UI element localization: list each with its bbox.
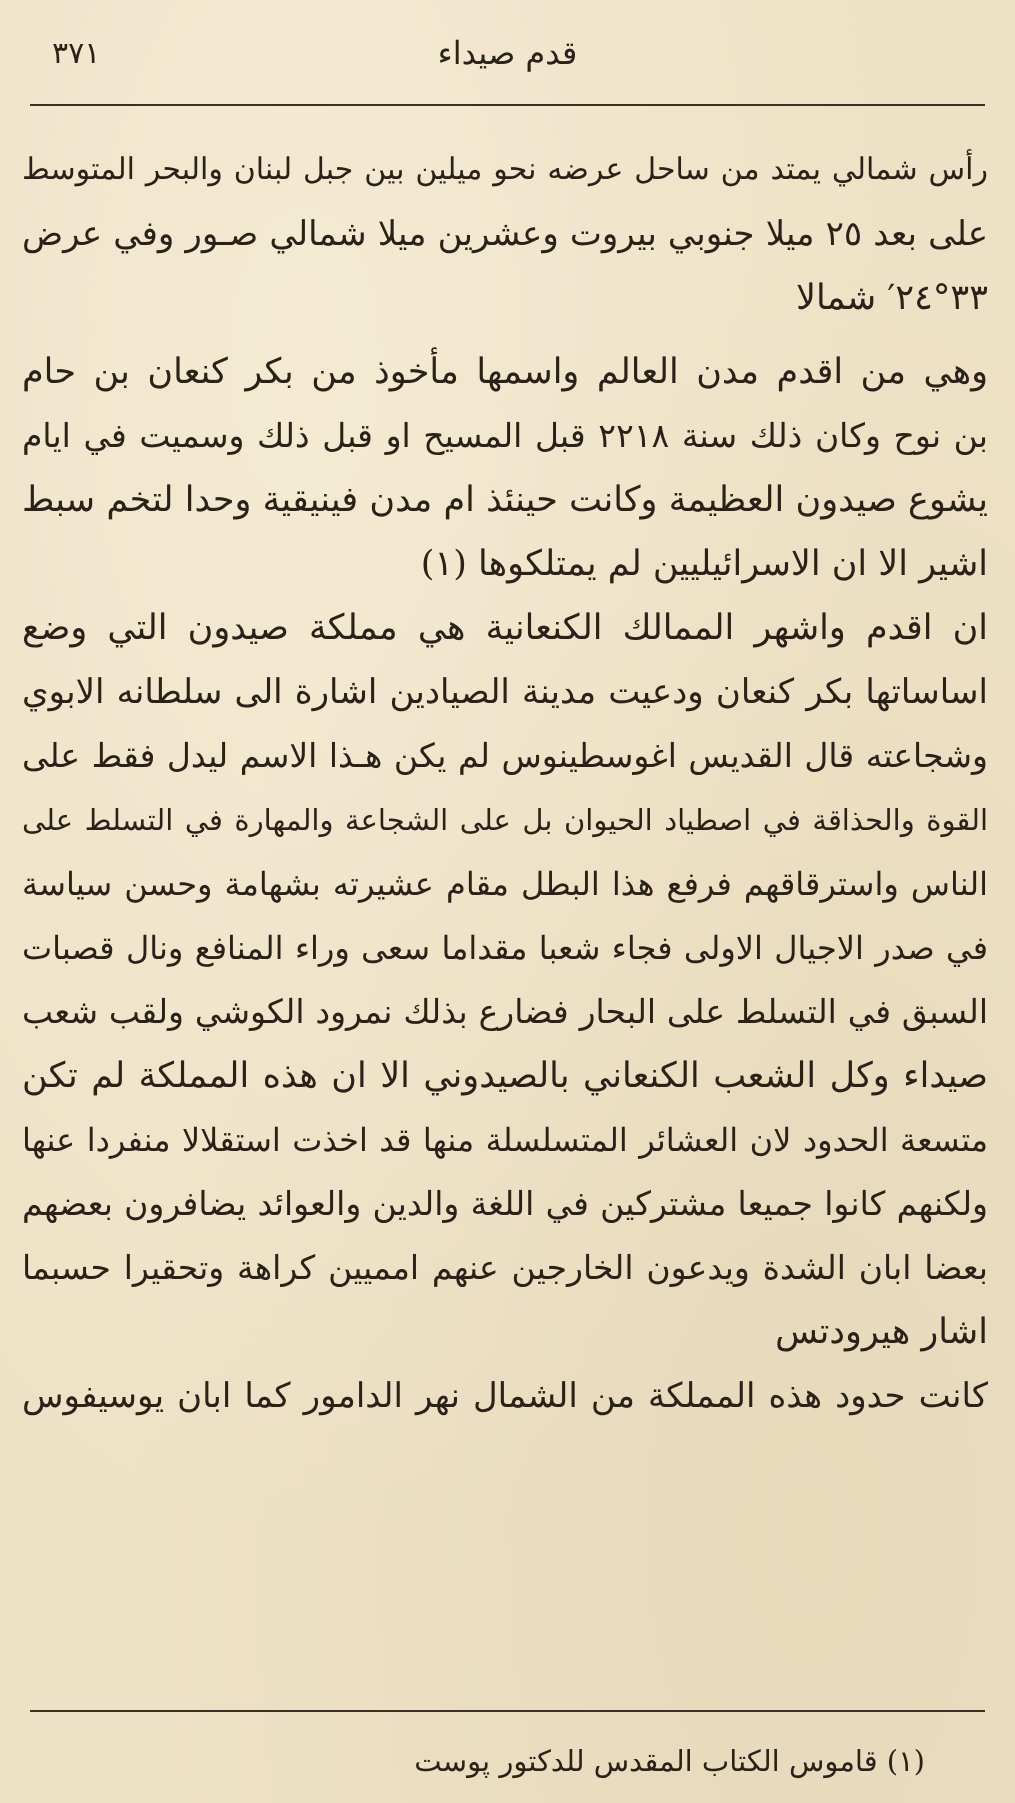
text-line: ولكنهم كانوا جميعا مشتركين في اللغة والدين والعوائد يضافرون بعضهم: [22, 1184, 988, 1223]
paragraph-gap: [22, 330, 988, 340]
text-line: بعضا ابان الشدة ويدعون الخارجين عنهم امميين كراهة وتحقيرا حسبما: [22, 1248, 988, 1287]
text-line: صيداء وكل الشعب الكنعاني بالصيدوني الا ان هذه المملكة لم تكن: [22, 1056, 988, 1096]
text-line: اشير الا ان الاسرائيليين لم يمتلكوها (١): [420, 544, 988, 584]
text-line: الناس واسترقاقهم فرفع هذا البطل مقام عشيرته بشهامة وحسن سياسة: [22, 865, 988, 903]
text-line: يشوع صيدون العظيمة وكانت حينئذ ام مدن فينيقية وحدا لتخم سبط: [22, 480, 988, 520]
text-line: اشار هيرودتس: [775, 1312, 988, 1352]
page-number: ٣٧١: [52, 36, 101, 71]
text-line: السبق في التسلط على البحار فضارع بذلك نمرود الكوشي ولقب شعب: [22, 992, 988, 1031]
footnote: (١) قاموس الكتاب المقدس للدكتور پوست: [414, 1744, 925, 1778]
text-line: رأس شمالي يمتد من ساحل عرضه نحو ميلين بين جبل لبنان والبحر المتوسط: [22, 152, 988, 187]
text-line: وشجاعته قال القديس اغوسطينوس لم يكن هـذا الاسم ليدل فقط على: [22, 736, 988, 775]
text-line: في صدر الاجيال الاولى فجاء شعبا مقداما سعى وراء المنافع ونال قصبات: [22, 929, 988, 967]
page-header: [30, 30, 985, 78]
text-line: ان اقدم واشهر الممالك الكنعانية هي مملكة صيدون التي وضع: [22, 608, 988, 648]
body-text: [22, 138, 988, 1428]
footnote-rule: [30, 1710, 985, 1712]
header-rule: [30, 104, 985, 106]
text-line: اساساتها بكر كنعان ودعيت مدينة الصيادين اشارة الى سلطانه الابوي: [22, 672, 988, 712]
text-line: على بعد ٢٥ ميلا جنوبي بيروت وعشرين ميلا شمالي صـور وفي عرض: [22, 214, 988, 254]
text-line: بن نوح وكان ذلك سنة ٢٢١٨ قبل المسيح او قبل ذلك وسميت في ايام: [22, 416, 988, 455]
text-line: متسعة الحدود لان العشائر المتسلسلة منها قد اخذت استقلالا منفردا عنها: [22, 1121, 988, 1159]
running-title: قدم صيداء: [437, 34, 578, 72]
text-line: القوة والحذاقة في اصطياد الحيوان بل على الشجاعة والمهارة في التسلط على: [22, 803, 988, 837]
text-line: وهي من اقدم مدن العالم واسمها مأخوذ من بكر كنعان بن حام: [22, 352, 988, 392]
text-line: كانت حدود هذه المملكة من الشمال نهر الدامور كما ابان يوسيفوس: [22, 1376, 988, 1416]
text-line: ٣٣°٢٤′ شمالا: [796, 278, 988, 318]
